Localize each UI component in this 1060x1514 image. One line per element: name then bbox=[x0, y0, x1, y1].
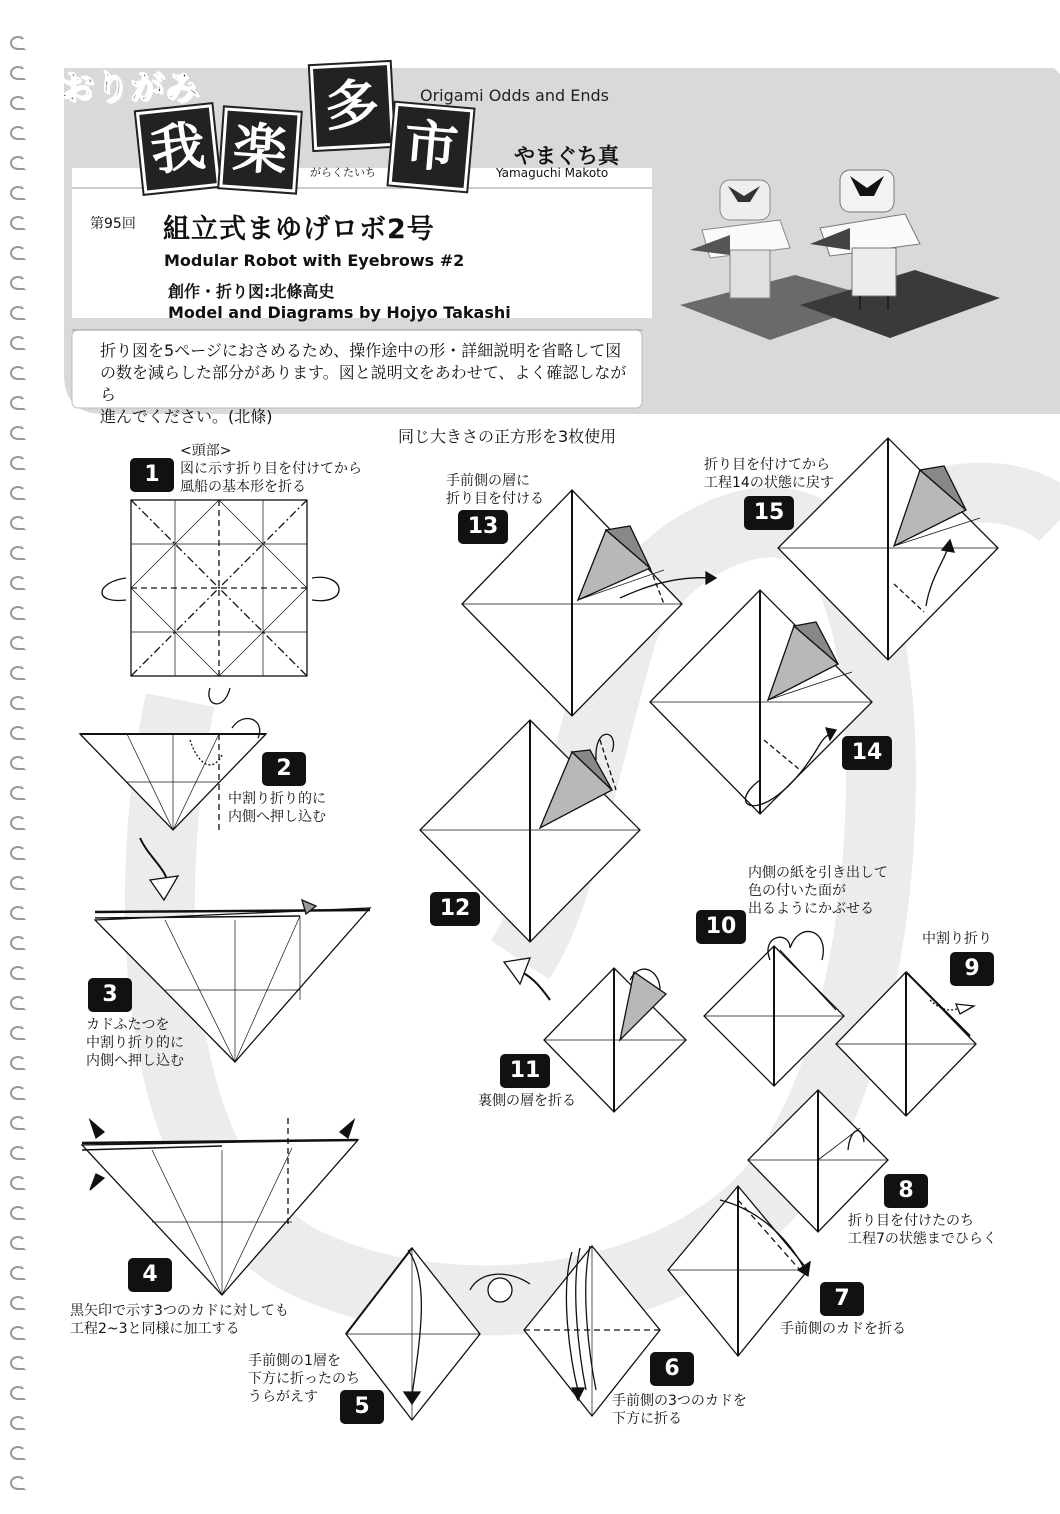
step4-line: 黒矢印で示す3つのカドに対しても bbox=[70, 1303, 289, 1319]
step2-line: 中割り折り的に bbox=[228, 791, 326, 807]
step11-shape bbox=[544, 968, 686, 1112]
episode-number: 第95回 bbox=[90, 216, 136, 232]
logo-reading: がらくたいち bbox=[310, 166, 376, 179]
author-jp: やまぐち真 bbox=[514, 144, 619, 168]
step-badge-13: 13 bbox=[458, 510, 508, 544]
step3-line: 中割り折り的に bbox=[86, 1035, 184, 1051]
step7-line: 手前側のカドを折る bbox=[780, 1321, 906, 1337]
step13-line: 手前側の層に bbox=[446, 473, 530, 489]
intro-note-line: 進んでください。(北條) bbox=[100, 407, 273, 426]
article-title-jp: 組立式まゆげロボ2号 bbox=[163, 214, 435, 245]
step11-text bbox=[478, 1092, 576, 1110]
step-badge-2: 2 bbox=[262, 752, 306, 786]
step-badge-4: 4 bbox=[128, 1258, 172, 1292]
step-badge-1: 1 bbox=[130, 458, 174, 492]
step-badge-7: 7 bbox=[820, 1282, 864, 1316]
step6-text bbox=[612, 1392, 747, 1428]
step5-line: 手前側の1層を bbox=[248, 1353, 341, 1369]
step8-text bbox=[848, 1212, 997, 1248]
step4-text bbox=[70, 1302, 289, 1338]
step2-line: 内側へ押し込む bbox=[228, 809, 326, 825]
step5-text bbox=[248, 1352, 360, 1406]
step-badge-8: 8 bbox=[884, 1174, 928, 1208]
step-badge-14: 14 bbox=[842, 736, 892, 770]
step13-line: 折り目を付ける bbox=[446, 491, 544, 507]
intro-note-line: の数を減らした部分があります。図と説明文をあわせて、よく確認しながら bbox=[100, 363, 627, 404]
step3-line: 内側へ押し込む bbox=[86, 1053, 184, 1069]
step6-shape bbox=[524, 1246, 660, 1416]
step-badge-9: 9 bbox=[950, 952, 994, 986]
step8-line: 工程7の状態までひらく bbox=[848, 1231, 997, 1247]
step4-line: 工程2~3と同様に加工する bbox=[70, 1321, 240, 1337]
step1-text bbox=[180, 442, 362, 496]
step10-line: 色の付いた面が bbox=[748, 883, 846, 899]
paper-note: 同じ大きさの正方形を3枚使用 bbox=[398, 427, 617, 446]
logo-char-2: 楽 bbox=[219, 107, 300, 192]
logo-origami: おりがみ bbox=[60, 68, 200, 108]
step1-square bbox=[102, 500, 339, 704]
step10-shape bbox=[704, 931, 844, 1086]
logo-char-3: 多 bbox=[310, 62, 394, 150]
article-title-en: Modular Robot with Eyebrows #2 bbox=[164, 251, 465, 270]
step-badge-12: 12 bbox=[430, 892, 480, 926]
step1-line: 図に示す折り目を付けてから bbox=[180, 461, 362, 477]
step-badge-11: 11 bbox=[500, 1054, 550, 1088]
step9-line: 中割り折り bbox=[922, 931, 992, 947]
step9-shape bbox=[836, 972, 976, 1116]
step8-line: 折り目を付けたのち bbox=[848, 1213, 974, 1229]
step4-shape bbox=[82, 1118, 358, 1295]
step1-line: <頭部> bbox=[180, 443, 232, 459]
step-badge-3: 3 bbox=[88, 978, 132, 1012]
step-badge-5: 5 bbox=[340, 1390, 384, 1424]
author-en: Yamaguchi Makoto bbox=[496, 166, 609, 180]
credit-jp: 創作・折り図:北條高史 bbox=[168, 282, 335, 301]
step-badge-6: 6 bbox=[650, 1352, 694, 1386]
step9-text bbox=[922, 930, 992, 948]
logo-char-4: 市 bbox=[389, 103, 474, 191]
step10-line: 内側の紙を引き出して bbox=[748, 865, 888, 881]
step13-text bbox=[446, 472, 544, 508]
step3-text bbox=[86, 1016, 184, 1070]
step10-line: 出るようにかぶせる bbox=[748, 901, 874, 917]
step6-line: 下方に折る bbox=[612, 1411, 682, 1427]
step10-text bbox=[748, 864, 888, 918]
step3-line: カドふたつを bbox=[86, 1017, 170, 1033]
intro-note-line: 折り図を5ページにおさめるため、操作途中の形・詳細説明を省略して図 bbox=[100, 341, 622, 360]
step15-line: 折り目を付けてから bbox=[704, 457, 830, 473]
step1-line: 風船の基本形を折る bbox=[180, 479, 306, 495]
step2-text bbox=[228, 790, 326, 826]
step5-line: うらがえす bbox=[248, 1389, 318, 1405]
credit-en: Model and Diagrams by Hojyo Takashi bbox=[168, 303, 511, 322]
step-badge-10: 10 bbox=[696, 910, 746, 944]
step5-line: 下方に折ったのち bbox=[248, 1371, 360, 1387]
series-title-en: Origami Odds and Ends bbox=[420, 86, 609, 105]
step11-line: 裏側の層を折る bbox=[478, 1093, 576, 1109]
step15-line: 工程14の状態に戻す bbox=[704, 475, 834, 491]
step-badge-15: 15 bbox=[744, 496, 794, 530]
step6-line: 手前側の3つのカドを bbox=[612, 1393, 747, 1409]
step14-shape bbox=[650, 590, 872, 814]
step8-shape bbox=[748, 1090, 888, 1232]
logo-char-1: 我 bbox=[136, 104, 220, 193]
step7-text bbox=[780, 1320, 906, 1338]
step15-text bbox=[704, 456, 834, 492]
